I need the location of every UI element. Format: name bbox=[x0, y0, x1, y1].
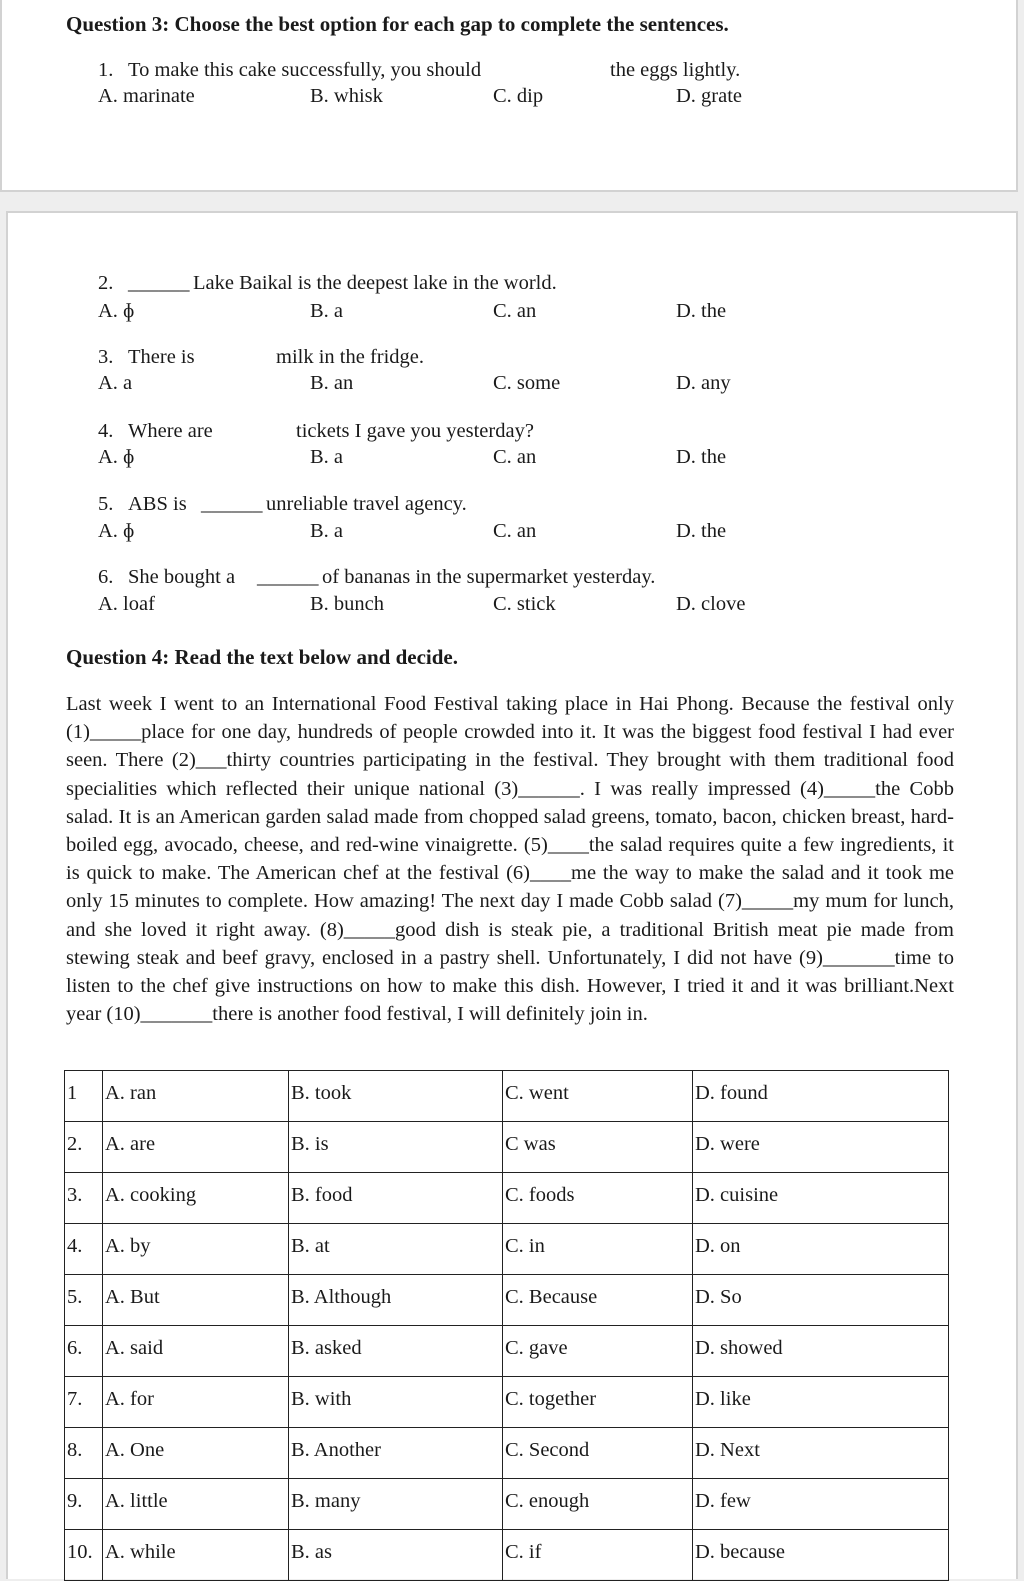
option-b: B. asked bbox=[289, 1326, 503, 1377]
option-c: C. Because bbox=[503, 1275, 693, 1326]
item-3-stem-start: There is bbox=[128, 346, 195, 368]
item-6-option-a: A. loaf bbox=[98, 593, 155, 615]
table-row bbox=[65, 1071, 949, 1122]
item-5-option-d: D. the bbox=[676, 520, 727, 542]
item-1-option-c: C. dip bbox=[493, 85, 544, 107]
item-4-option-b: B. a bbox=[310, 446, 344, 468]
option-a: A. cooking bbox=[103, 1173, 289, 1224]
option-d: D. on bbox=[693, 1224, 949, 1275]
option-b: B. with bbox=[289, 1377, 503, 1428]
item-1-number: 1. bbox=[98, 59, 114, 81]
option-d: D. because bbox=[693, 1530, 949, 1581]
item-6-option-c: C. stick bbox=[493, 593, 556, 615]
option-b: B. took bbox=[289, 1071, 503, 1122]
item-3-number: 3. bbox=[98, 346, 114, 368]
item-5-stem-end: unreliable travel agency. bbox=[266, 493, 467, 515]
option-c: C. went bbox=[503, 1071, 693, 1122]
row-number: 8. bbox=[65, 1428, 103, 1479]
item-5-option-c: C. an bbox=[493, 520, 537, 542]
row-number: 7. bbox=[65, 1377, 103, 1428]
question-4-heading: Question 4: Read the text below and decide. bbox=[66, 645, 458, 669]
table-row bbox=[65, 1377, 949, 1428]
item-2-number: 2. bbox=[98, 272, 114, 294]
option-b: B. is bbox=[289, 1122, 503, 1173]
item-2-stem-end: Lake Baikal is the deepest lake in the world. bbox=[193, 272, 557, 294]
option-d: D. were bbox=[693, 1122, 949, 1173]
option-c: C. Second bbox=[503, 1428, 693, 1479]
row-number: 5. bbox=[65, 1275, 103, 1326]
row-number: 9. bbox=[65, 1479, 103, 1530]
item-3-option-b: B. an bbox=[310, 372, 354, 394]
question-3-heading: Question 3: Choose the best option for each gap to complete the sentences. bbox=[66, 12, 729, 36]
option-a: A. ran bbox=[103, 1071, 289, 1122]
option-c: C was bbox=[503, 1122, 693, 1173]
item-3-option-c: C. some bbox=[493, 372, 561, 394]
item-1-option-a: A. marinate bbox=[98, 85, 195, 107]
option-d: D. few bbox=[693, 1479, 949, 1530]
row-number: 1 bbox=[65, 1071, 103, 1122]
reading-passage: Last week I went to an International Food Festival taking place in Hai Phong. Because the festival only (1)_____place for one day, hundreds of people crowded into it. It was the biggest food festival I had ever seen. There (2)___thirty countries participating in the festival. They brought with them traditional food specialities which reflected their unique national (3)______. I was really impressed (4)_____the Cobb salad. It is an American garden salad made from chopped salad greens, tomato, bacon, chicken breast, hard-boiled egg, avocado, cheese, and red-wine vinaigrette. (5)____the salad requires quite a few ingredients, it is quick to make. The American chef at the festival (6)____me the way to make the salad and it took me only 15 minutes to complete. How amazing! The next day I made Cobb salad (7)_____my mum for lunch, and she loved it right away. (8)_____good dish is steak pie, a traditional British meat pie made from stewing steak and beef gravy, enclosed in a pastry shell. Unfortunately, I did not have (9)_______time to listen to the chef give instructions on how to make this dish. However, I tried it and it was brilliant.Next year (10)_______there is another food festival, I will definitely join in. bbox=[66, 693, 954, 1026]
item-3-option-a: A. a bbox=[98, 372, 133, 394]
option-a: A. by bbox=[103, 1224, 289, 1275]
option-c: C. enough bbox=[503, 1479, 693, 1530]
item-1-option-d: D. grate bbox=[676, 85, 743, 107]
row-number: 6. bbox=[65, 1326, 103, 1377]
item-6-stem-end: of bananas in the supermarket yesterday. bbox=[322, 566, 656, 588]
table-row bbox=[65, 1530, 949, 1581]
item-4-option-d: D. the bbox=[676, 446, 727, 468]
option-d: D. showed bbox=[693, 1326, 949, 1377]
option-a: A. are bbox=[103, 1122, 289, 1173]
item-5-blank: ______ bbox=[201, 493, 263, 515]
item-2-option-b: B. a bbox=[310, 300, 344, 322]
option-c: C. in bbox=[503, 1224, 693, 1275]
item-4-option-a: A. ɸ bbox=[98, 446, 135, 468]
item-6-stem-start: She bought a bbox=[128, 566, 236, 588]
row-number: 2. bbox=[65, 1122, 103, 1173]
item-3-option-d: D. any bbox=[676, 372, 731, 394]
item-2-blank: ______ bbox=[128, 272, 190, 294]
item-1-stem-end: the eggs lightly. bbox=[610, 59, 741, 81]
item-4-stem-start: Where are bbox=[128, 420, 213, 442]
option-b: B. at bbox=[289, 1224, 503, 1275]
item-1-stem-start: To make this cake successfully, you should bbox=[128, 59, 482, 81]
option-b: B. as bbox=[289, 1530, 503, 1581]
item-2-option-a: A. ɸ bbox=[98, 300, 135, 322]
item-6-number: 6. bbox=[98, 566, 114, 588]
option-a: A. while bbox=[103, 1530, 289, 1581]
table-row bbox=[65, 1479, 949, 1530]
item-5-stem-start: ABS is bbox=[128, 493, 187, 515]
option-b: B. Another bbox=[289, 1428, 503, 1479]
item-4-number: 4. bbox=[98, 420, 114, 442]
item-1-option-b: B. whisk bbox=[310, 85, 383, 107]
table-row bbox=[65, 1173, 949, 1224]
option-a: A. little bbox=[103, 1479, 289, 1530]
item-5-option-a: A. ɸ bbox=[98, 520, 135, 542]
row-number: 4. bbox=[65, 1224, 103, 1275]
item-3-stem-end: milk in the fridge. bbox=[276, 346, 425, 368]
option-a: A. One bbox=[103, 1428, 289, 1479]
table-row bbox=[65, 1224, 949, 1275]
item-2-option-c: C. an bbox=[493, 300, 537, 322]
item-2-option-d: D. the bbox=[676, 300, 727, 322]
option-d: D. like bbox=[693, 1377, 949, 1428]
option-c: C. gave bbox=[503, 1326, 693, 1377]
option-b: B. many bbox=[289, 1479, 503, 1530]
option-a: A. But bbox=[103, 1275, 289, 1326]
table-row bbox=[65, 1326, 949, 1377]
option-b: B. food bbox=[289, 1173, 503, 1224]
item-6-option-d: D. clove bbox=[676, 593, 746, 615]
option-d: D. Next bbox=[693, 1428, 949, 1479]
item-4-stem-end: tickets I gave you yesterday? bbox=[296, 420, 534, 442]
table-row bbox=[65, 1428, 949, 1479]
row-number: 10. bbox=[65, 1530, 103, 1581]
option-d: D. found bbox=[693, 1071, 949, 1122]
table-row bbox=[65, 1122, 949, 1173]
item-6-blank: ______ bbox=[257, 566, 319, 588]
item-5-number: 5. bbox=[98, 493, 114, 515]
option-c: C. together bbox=[503, 1377, 693, 1428]
answer-options-table bbox=[64, 1070, 949, 1581]
option-a: A. said bbox=[103, 1326, 289, 1377]
option-c: C. if bbox=[503, 1530, 693, 1581]
row-number: 3. bbox=[65, 1173, 103, 1224]
item-4-option-c: C. an bbox=[493, 446, 537, 468]
item-6-option-b: B. bunch bbox=[310, 593, 385, 615]
option-d: D. cuisine bbox=[693, 1173, 949, 1224]
option-c: C. foods bbox=[503, 1173, 693, 1224]
table-row bbox=[65, 1275, 949, 1326]
option-b: B. Although bbox=[289, 1275, 503, 1326]
item-5-option-b: B. a bbox=[310, 520, 344, 542]
option-a: A. for bbox=[103, 1377, 289, 1428]
option-d: D. So bbox=[693, 1275, 949, 1326]
